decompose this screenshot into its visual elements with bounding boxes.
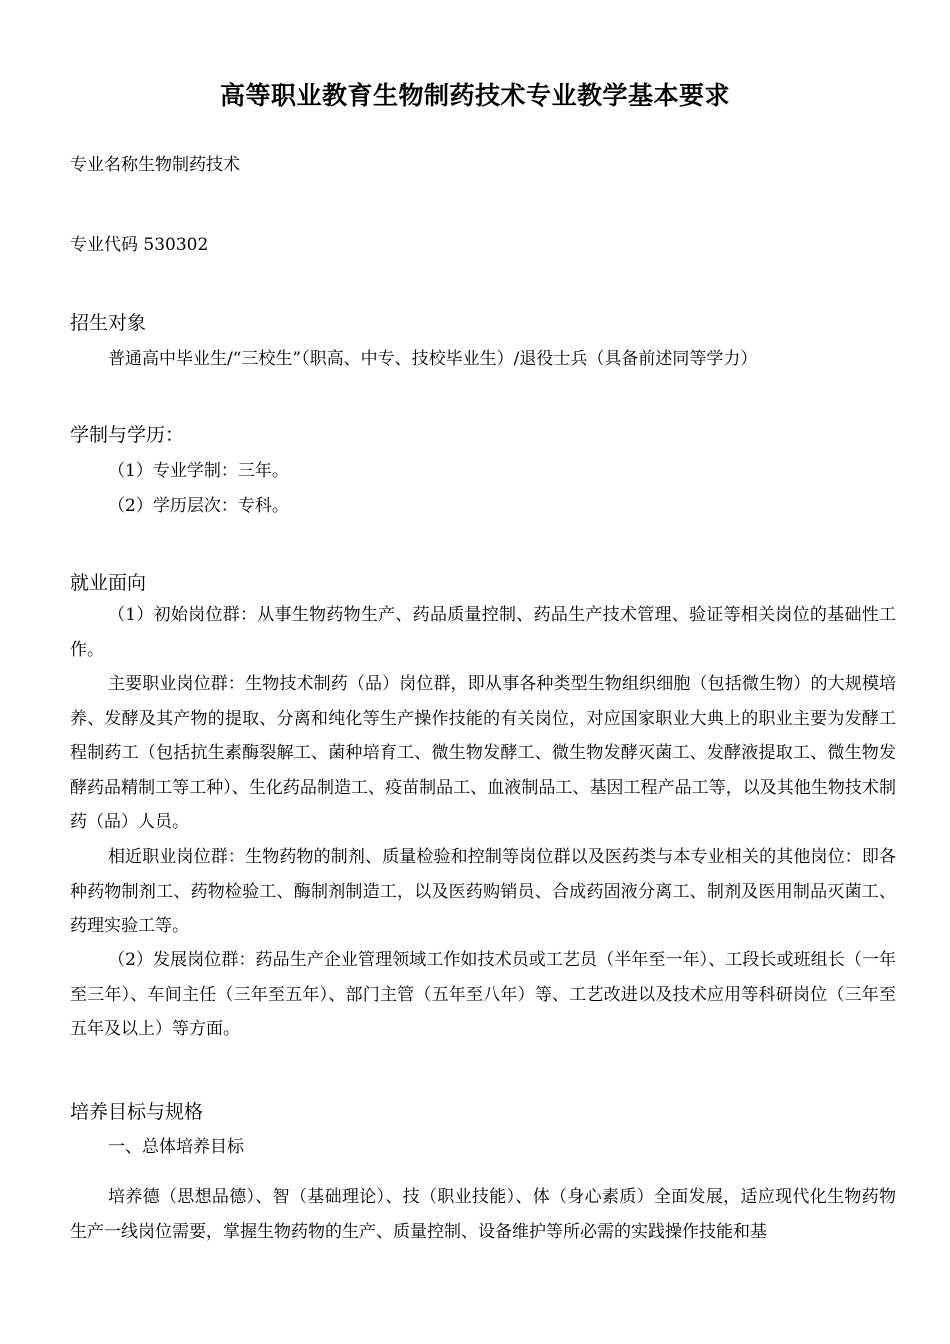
training-paragraph: 培养德（思想品德）、智（基础理论）、技（职业技能）、体（身心素质）全面发展，适应现代化生物药物生产一线岗位需要，掌握生物药物的生产、质量控制、设备维护等所必需的实践操作技能和基: [70, 1187, 896, 1242]
employment-paragraph: （1）初始岗位群：从事生物药物生产、药品质量控制、药品生产技术管理、验证等相关岗位的基础性工作。: [70, 605, 896, 660]
schooling-item: （1）专业学制：三年。: [108, 461, 289, 481]
training-heading: 培养目标与规格: [70, 1101, 204, 1123]
employment-paragraph: 主要职业岗位群：生物技术制药（品）岗位群，即从事各种类型生物组织细胞（包括微生物）的大规模培养、发酵及其产物的提取、分离和纯化等生产操作技能的有关岗位，对应国家职业大典上的职业主要为发酵工程制药工（包括抗生素酶裂解工、菌种培育工、微生物发酵工、微生物发酵灭菌工、发酵液提取工、微生物发酵药品精制工等工种）、生化药品制造工、疫苗制品工、血液制品工、基因工程产品工等，以及其他生物技术制药（品）人员。: [70, 674, 896, 832]
enrollment-heading: 招生对象: [70, 312, 147, 334]
enrollment-text: 普通高中毕业生/“三校生”（职高、中专、技校毕业生）/退役士兵（具备前述同等学力）: [108, 349, 758, 369]
schooling-heading: 学制与学历：: [70, 424, 185, 446]
major-code: 专业代码 530302: [70, 235, 209, 255]
major-name: 专业名称生物制药技术: [70, 155, 240, 175]
employment-paragraph: （2）发展岗位群：药品生产企业管理领域工作如技术员或工艺员（半年至一年）、工段长或班组长（一年至三年）、车间主任（三年至五年）、部门主管（五年至八年）等、工艺改进以及技术应用等科研岗位（三年至五年及以上）等方面。: [70, 950, 896, 1039]
employment-heading: 就业面向: [70, 572, 147, 594]
training-subheading: 一、总体培养目标: [108, 1137, 244, 1157]
employment-paragraph: 相近职业岗位群：生物药物的制剂、质量检验和控制等岗位群以及医药类与本专业相关的其他岗位：即各种药物制剂工、药物检验工、酶制剂制造工，以及医药购销员、合成药固液分离工、制剂及医用制品灭菌工、药理实验工等。: [70, 847, 896, 936]
document-title: 高等职业教育生物制药技术专业教学基本要求: [219, 81, 730, 110]
schooling-item: （2）学历层次：专科。: [108, 496, 289, 516]
